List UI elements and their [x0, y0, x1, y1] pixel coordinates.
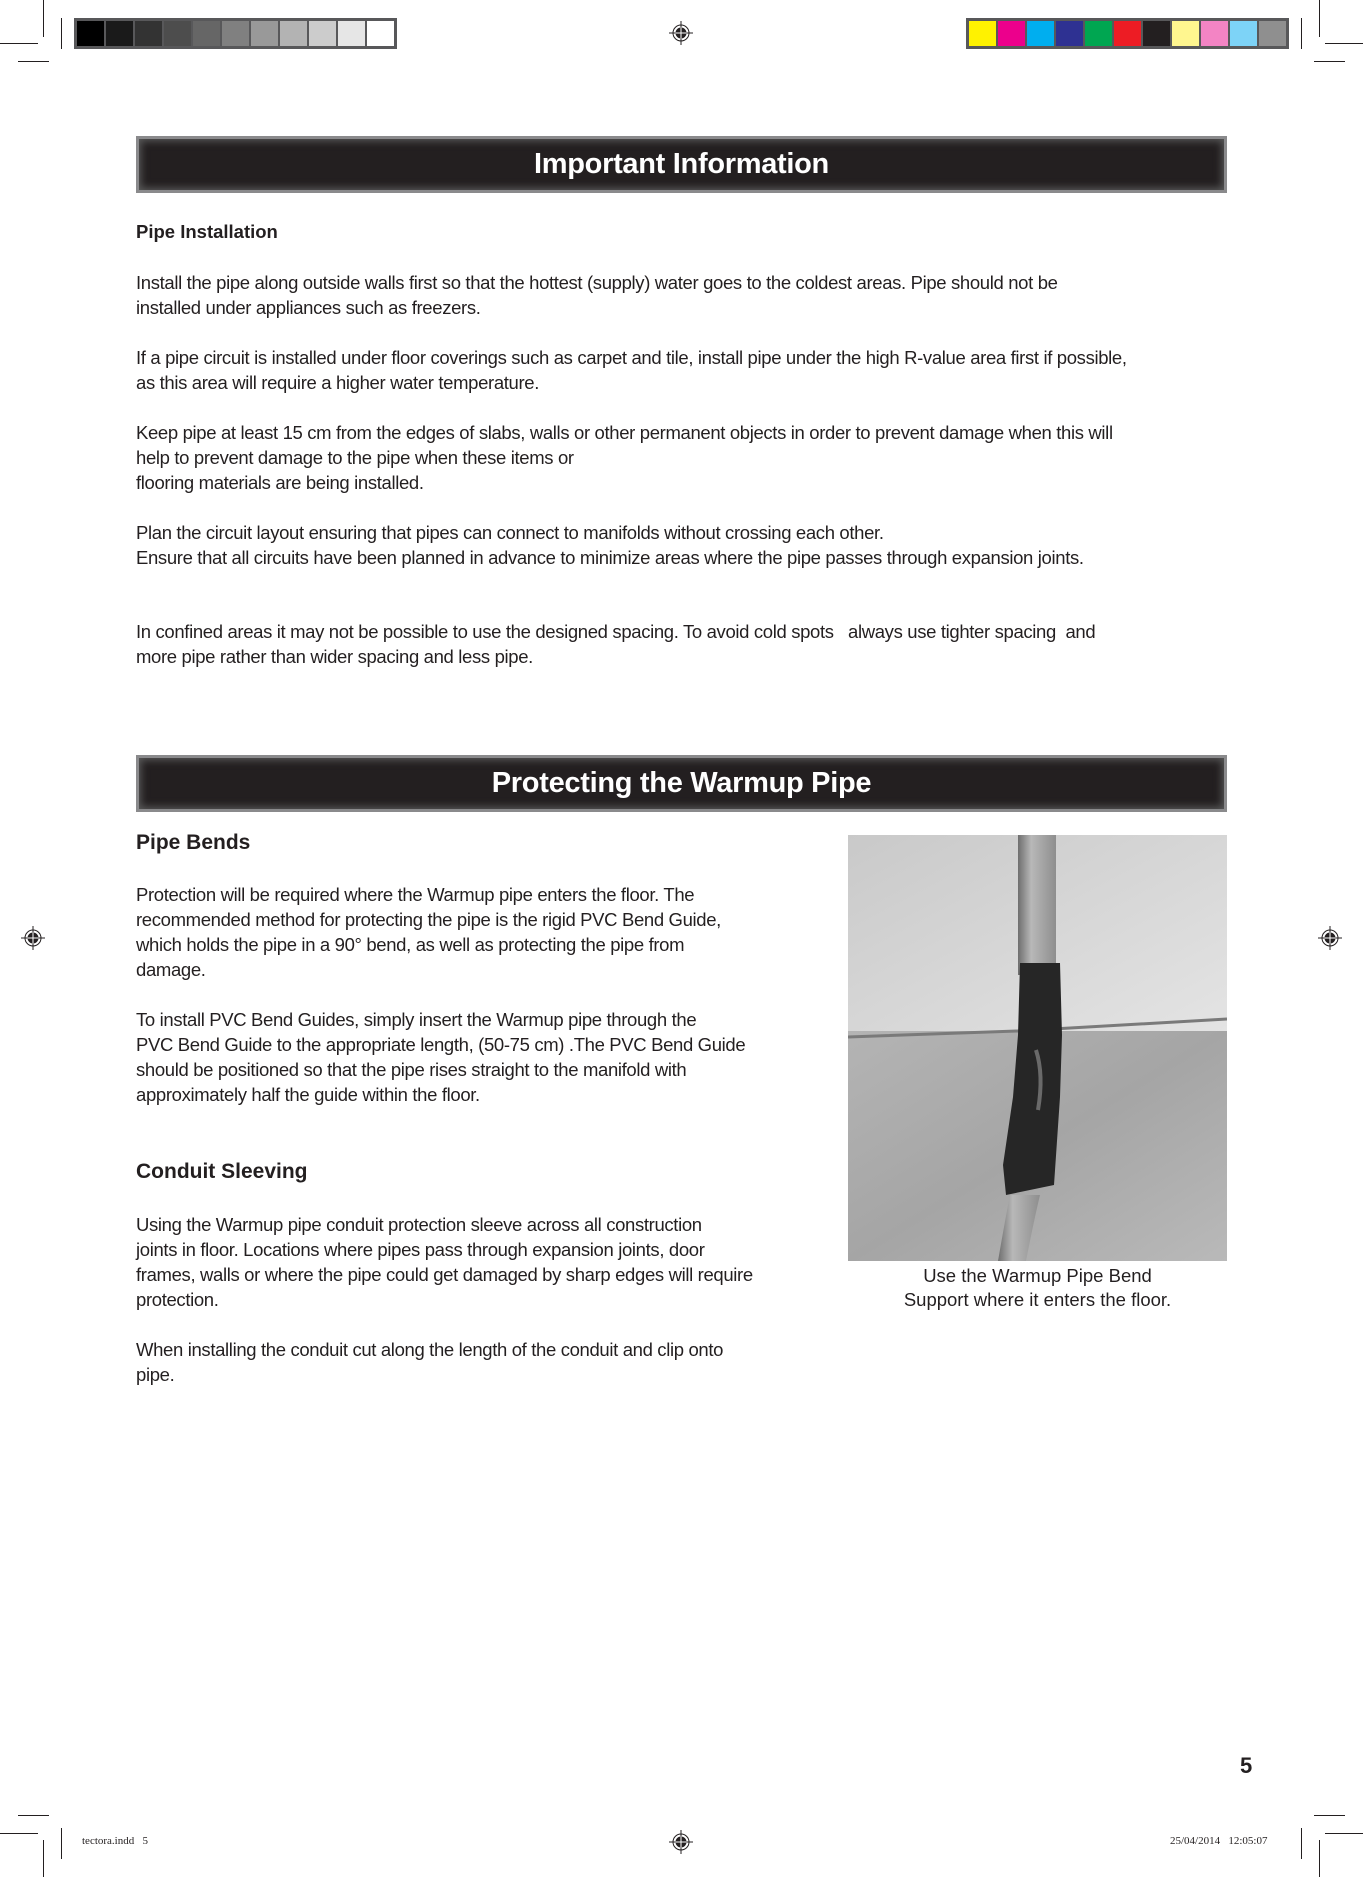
crop-mark — [18, 61, 49, 62]
paragraph-line: Protection will be required where the Warmup pipe enters the floor. The — [136, 884, 695, 905]
color-swatch — [135, 21, 164, 46]
paragraph-line: In confined areas it may not be possible to use the designed spacing. To avoid cold spots always use tighter spacing and — [136, 621, 1096, 642]
color-swatch — [1085, 21, 1114, 46]
paragraph-line: When installing the conduit cut along the length of the conduit and clip onto — [136, 1339, 724, 1360]
paragraph-line: Using the Warmup pipe conduit protection sleeve across all construction — [136, 1214, 702, 1235]
paragraph-line: installed under appliances such as freezers. — [136, 297, 481, 318]
page-number: 5 — [1240, 1753, 1253, 1778]
slug-datetime: 25/04/2014 12:05:07 — [1170, 1835, 1268, 1847]
paragraph-line: flooring materials are being installed. — [136, 472, 424, 493]
crop-mark — [43, 0, 44, 37]
paragraph-line: joints in floor. Locations where pipes pass through expansion joints, door — [136, 1239, 705, 1260]
color-swatch — [969, 21, 998, 46]
color-swatch — [1230, 21, 1259, 46]
crop-mark — [1314, 1815, 1345, 1816]
paragraph-line: Install the pipe along outside walls first so that the hottest (supply) water goes to the coldest areas. Pipe should not be — [136, 272, 1058, 293]
crop-mark — [1325, 1833, 1363, 1834]
color-swatch — [1201, 21, 1230, 46]
color-swatch — [280, 21, 309, 46]
crop-mark — [1314, 61, 1345, 62]
slug-filename: tectora.indd 5 — [82, 1835, 148, 1847]
paragraph-line: should be positioned so that the pipe rises straight to the manifold with — [136, 1059, 687, 1080]
section-header-protecting-pipe — [136, 755, 1227, 812]
paragraph-line: PVC Bend Guide to the appropriate length, (50-75 cm) .The PVC Bend Guide — [136, 1034, 746, 1055]
paragraph-line: If a pipe circuit is installed under floor coverings such as carpet and tile, install pipe under the high R-value area first if possible, — [136, 347, 1127, 368]
paragraph-line: which holds the pipe in a 90° bend, as well as protecting the pipe from — [136, 934, 685, 955]
crop-mark — [0, 1833, 38, 1834]
subheading-conduit-sleeving: Conduit Sleeving — [136, 1160, 308, 1183]
color-swatch — [251, 21, 280, 46]
grayscale-calibration-bar — [74, 18, 397, 49]
color-swatch — [1114, 21, 1143, 46]
crop-mark — [1319, 1840, 1320, 1877]
registration-mark-icon — [669, 1830, 693, 1854]
crop-mark — [61, 18, 62, 49]
paragraph-line: Plan the circuit layout ensuring that pipes can connect to manifolds without crossing each other. — [136, 522, 884, 543]
color-swatch — [1056, 21, 1085, 46]
paragraph-line: more pipe rather than wider spacing and less pipe. — [136, 646, 533, 667]
color-swatch — [1027, 21, 1056, 46]
paragraph-line: Keep pipe at least 15 cm from the edges of slabs, walls or other permanent objects in order to prevent damage when this will — [136, 422, 1113, 443]
color-calibration-bar — [966, 18, 1289, 49]
color-swatch — [106, 21, 135, 46]
crop-mark — [1301, 18, 1302, 49]
color-swatch — [367, 21, 394, 46]
color-swatch — [222, 21, 251, 46]
crop-mark — [18, 1815, 49, 1816]
pipe-bend-photo — [848, 835, 1227, 1261]
section-header-important-information — [136, 136, 1227, 193]
subheading-pipe-installation: Pipe Installation — [136, 221, 278, 242]
paragraph-line: protection. — [136, 1289, 219, 1310]
section-title: Protecting the Warmup Pipe — [491, 767, 872, 799]
color-swatch — [338, 21, 367, 46]
photo-caption-line: Support where it enters the floor. — [903, 1289, 1172, 1310]
section-title: Important Information — [534, 148, 829, 180]
color-swatch — [1259, 21, 1286, 46]
paragraph-line: approximately half the guide within the floor. — [136, 1084, 480, 1105]
color-swatch — [77, 21, 106, 46]
crop-mark — [1319, 0, 1320, 37]
subheading-pipe-bends: Pipe Bends — [136, 831, 251, 854]
color-swatch — [1172, 21, 1201, 46]
paragraph-line: pipe. — [136, 1364, 175, 1385]
color-swatch — [309, 21, 338, 46]
color-swatch — [193, 21, 222, 46]
color-swatch — [164, 21, 193, 46]
paragraph-line: To install PVC Bend Guides, simply insert the Warmup pipe through the — [136, 1009, 697, 1030]
paragraph-line: help to prevent damage to the pipe when these items or — [136, 447, 574, 468]
crop-mark — [61, 1828, 62, 1859]
paragraph-line: frames, walls or where the pipe could get damaged by sharp edges will require — [136, 1264, 753, 1285]
crop-mark — [0, 43, 38, 44]
paragraph-line: damage. — [136, 959, 206, 980]
photo-caption-line: Use the Warmup Pipe Bend — [923, 1265, 1152, 1286]
paragraph-line: as this area will require a higher water temperature. — [136, 372, 540, 393]
paragraph-line: Ensure that all circuits have been planned in advance to minimize areas where the pipe passes through expansion joints. — [136, 547, 1084, 568]
crop-mark — [1301, 1828, 1302, 1859]
crop-mark — [43, 1840, 44, 1877]
paragraph-line: recommended method for protecting the pipe is the rigid PVC Bend Guide, — [136, 909, 721, 930]
registration-mark-icon — [1318, 926, 1342, 950]
color-swatch — [998, 21, 1027, 46]
registration-mark-icon — [669, 21, 693, 45]
registration-mark-icon — [21, 926, 45, 950]
crop-mark — [1325, 43, 1363, 44]
color-swatch — [1143, 21, 1172, 46]
